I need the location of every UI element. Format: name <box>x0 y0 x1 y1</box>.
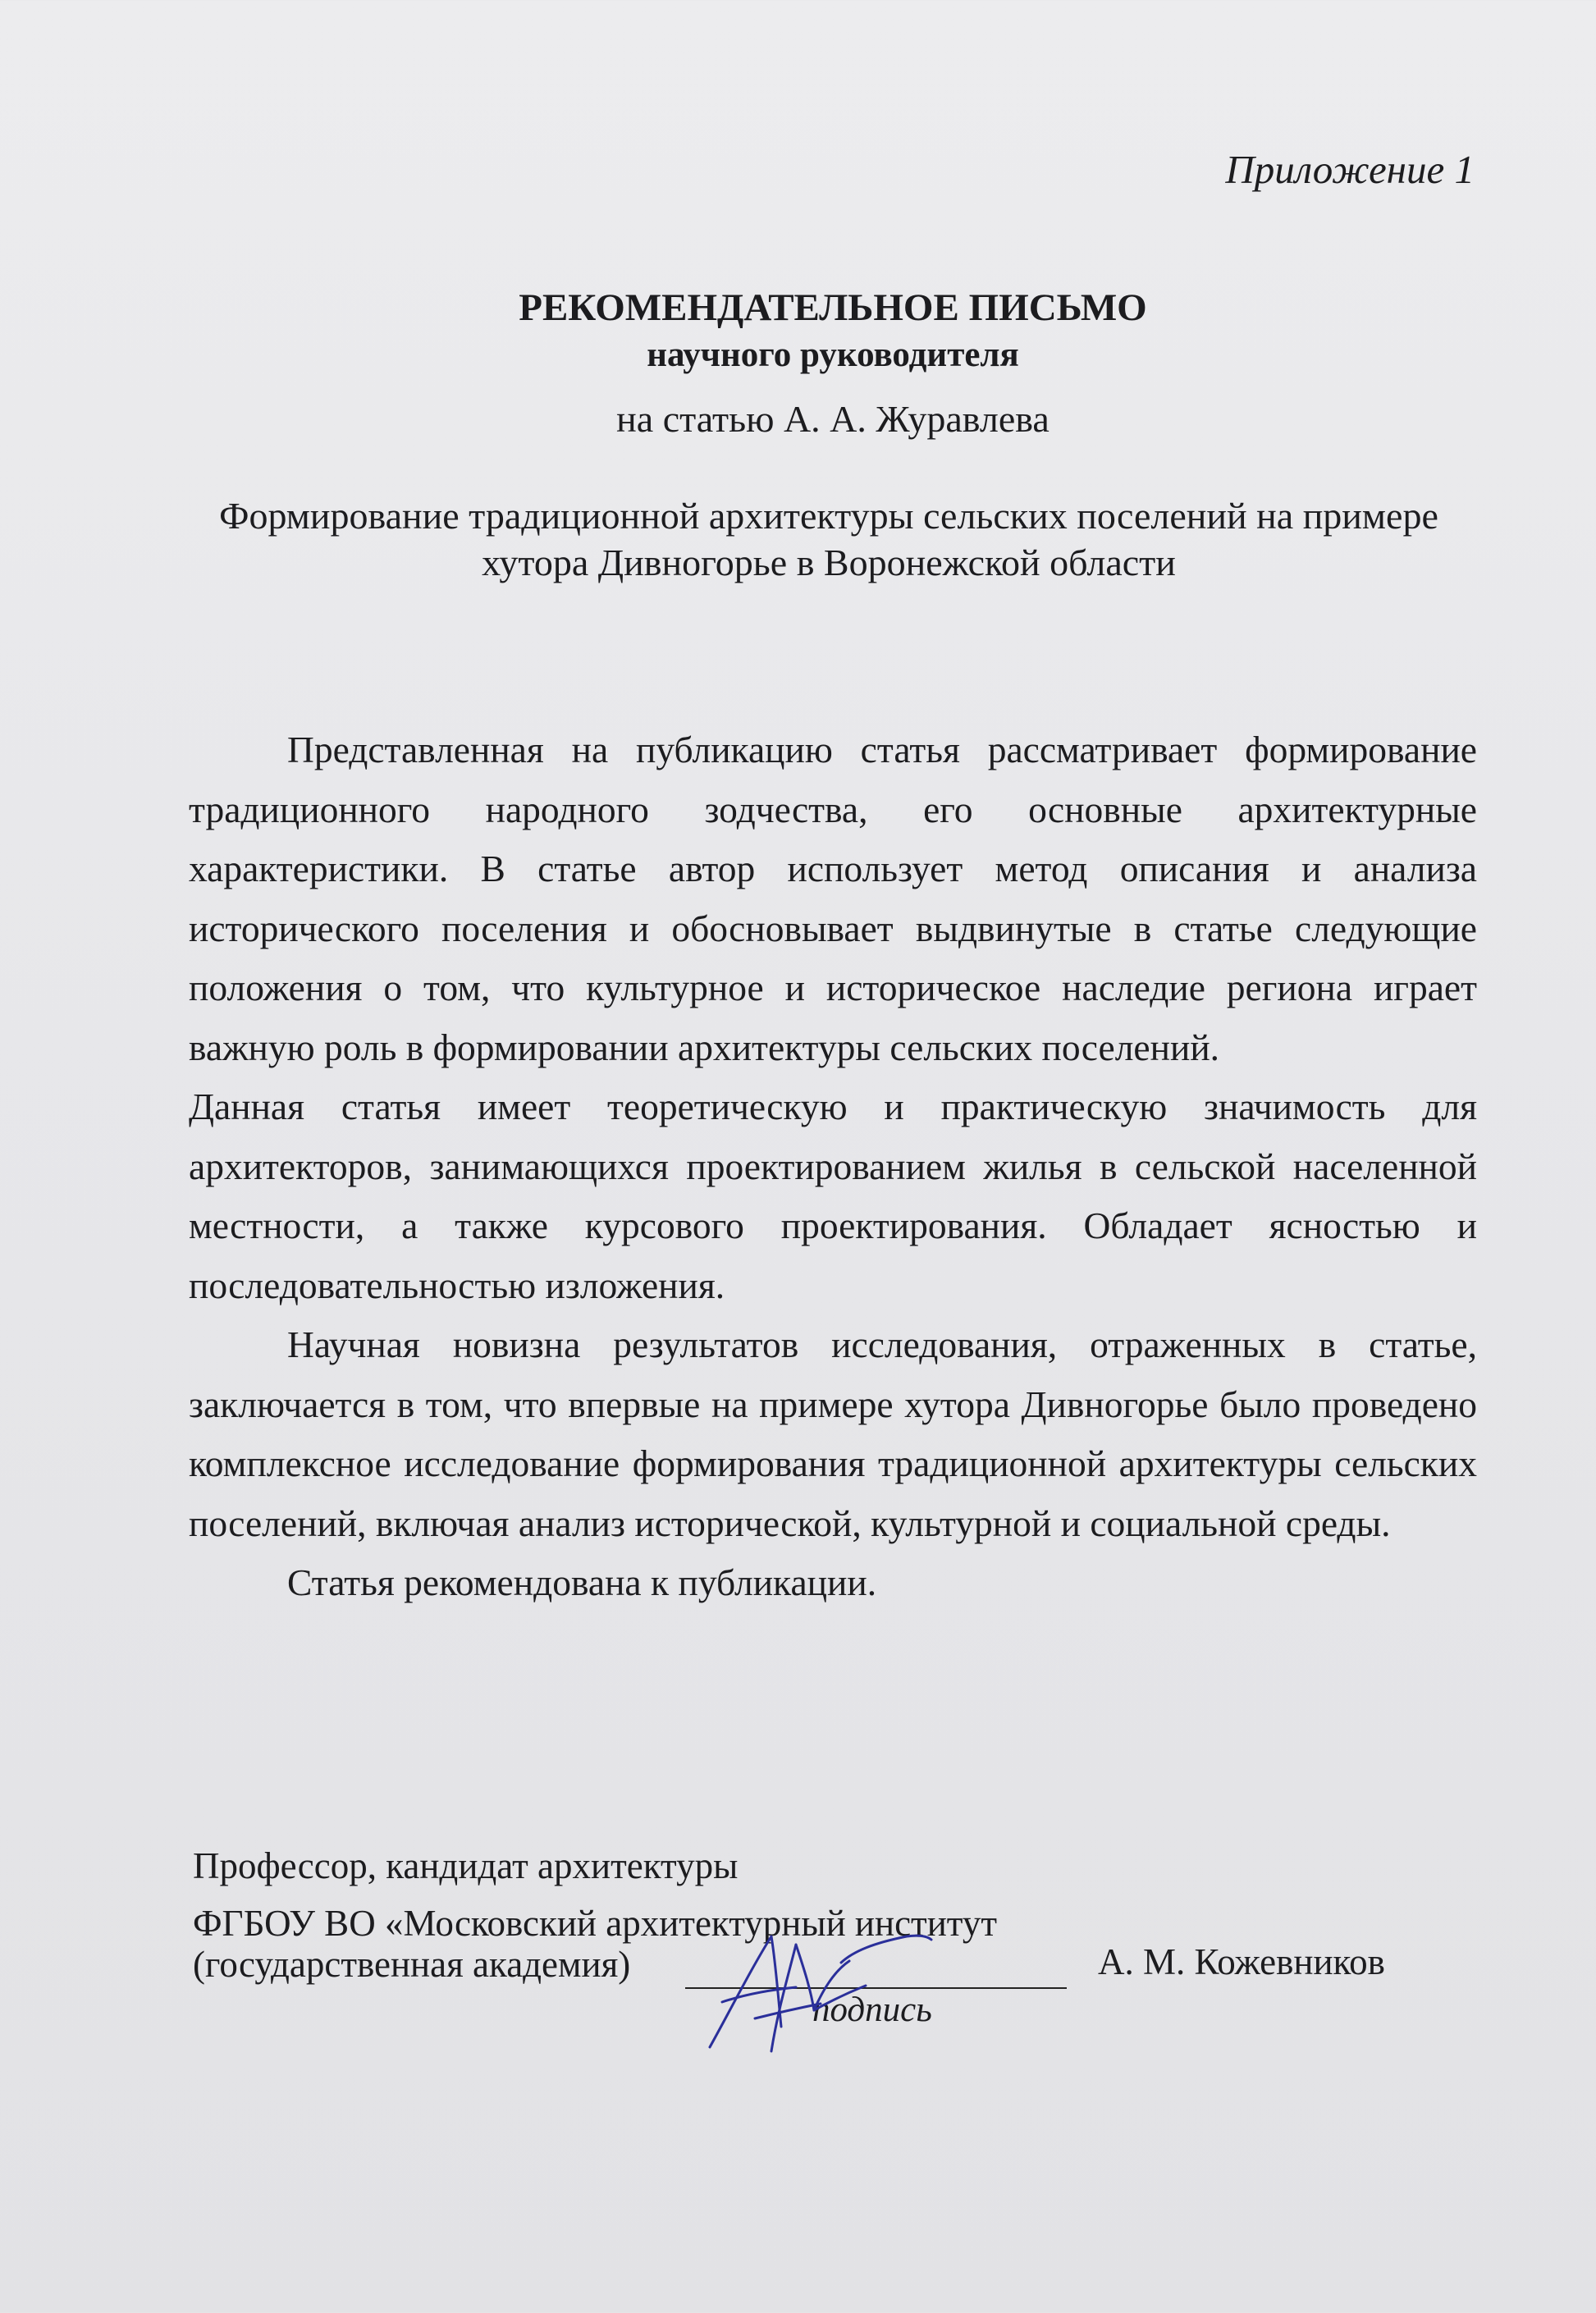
article-title-line-2: хутора Дивногорье в Воронежской области <box>482 542 1176 583</box>
signature-caption: подпись <box>812 1991 932 2029</box>
signer-name: А. М. Кожевников <box>1098 1941 1385 1982</box>
article-title-line-1: Формирование традиционной архитектуры сельских поселений на примере <box>219 495 1438 537</box>
signer-institution-line-2: (государственная академия) <box>193 1944 631 1985</box>
paragraph-4: Статья рекомендована к публикации. <box>287 1561 877 1603</box>
signer-institution-line-1: ФГБОУ ВО «Московский архитектурный институт <box>193 1903 998 1944</box>
letter-body <box>189 720 1477 1613</box>
paragraph-3: Научная новизна результатов исследования, отраженных в статье, заключается в том, что впервые на примере хутора Дивногорье было проведено комплексное исследование формирования традиционной архитектуры сельских поселений, включая анализ исторической, культурной и социальной среды. <box>189 1323 1477 1544</box>
signer-position: Профессор, кандидат архитектуры <box>193 1845 739 1886</box>
paragraph-1: Представленная на публикацию статья рассматривает формирование традиционного народного зодчества, его основные архитектурные характеристики. В статье автор использует метод описания и анализа исторического поселения и обосновывает выдвинутые в статье следующие положения о том, что культурное и историческое наследие региона играет важную роль в формировании архитектуры сельских поселений. <box>189 729 1477 1068</box>
article-title <box>197 492 1461 586</box>
appendix-label: Приложение 1 <box>1225 147 1475 192</box>
paragraph-2: Данная статья имеет теоретическую и практическую значимость для архитекторов, занимающихся проектированием жилья в сельской населенной местности, а также курсового проектирования. Обладает ясностью и последовательностью изложения. <box>189 1086 1477 1306</box>
document-subtitle: научного руководителя <box>647 336 1019 374</box>
handwritten-signature <box>673 1912 935 2059</box>
document-title: РЕКОМЕНДАТЕЛЬНОЕ ПИСЬМО <box>519 286 1147 329</box>
article-author-line: на статью А. А. Журавлева <box>616 398 1050 440</box>
